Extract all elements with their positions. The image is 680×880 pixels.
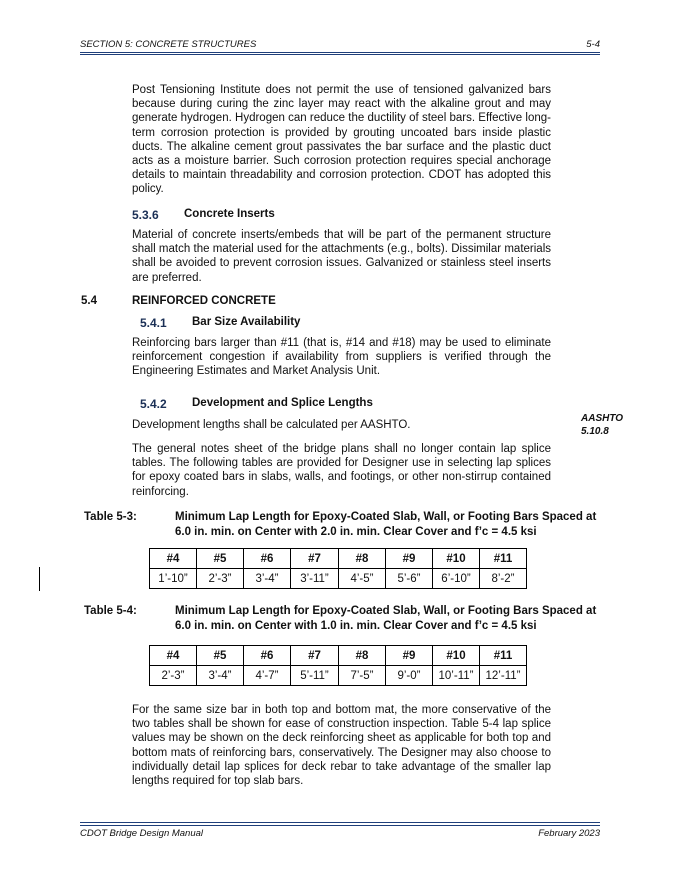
table-5-4-header-row — [150, 646, 527, 666]
table-cell: #10 — [433, 646, 480, 666]
table-5-4-caption-line1: Minimum Lap Length for Epoxy-Coated Slab, Wall, or Footing Bars Spaced at — [175, 605, 597, 617]
table-cell: 2’-3” — [150, 666, 197, 686]
table-cell: #11 — [480, 549, 527, 569]
table-cell: #6 — [244, 646, 291, 666]
section-5-4-1-number: 5.4.1 — [140, 316, 167, 330]
section-5-4-2-title: Development and Splice Lengths — [192, 397, 373, 409]
table-cell: #7 — [291, 549, 339, 569]
aashto-ref-line1: AASHTO — [581, 413, 624, 424]
table-cell: 5’-11” — [291, 666, 339, 686]
table-cell: 10’-11” — [433, 666, 480, 686]
table-cell: 3’-4” — [244, 569, 291, 589]
table-cell: #9 — [386, 646, 433, 666]
section-5-3-6-title: Concrete Inserts — [184, 208, 275, 220]
header-rule — [80, 52, 600, 55]
section-5-4-title: REINFORCED CONCRETE — [132, 295, 276, 307]
table-5-3-header-row — [150, 549, 527, 569]
change-bar — [39, 567, 40, 591]
table-cell: #5 — [197, 549, 244, 569]
table-5-3 — [149, 548, 527, 589]
page-header — [80, 39, 600, 53]
table-cell: #7 — [291, 646, 339, 666]
paragraph-general-notes: The general notes sheet of the bridge plans shall no longer contain lap splice tables. The following tables are provided for Designer use in selecting lap splices for epoxy coated bars in slabs, walls, and footings, or other non-stirrup contained reinforcing. — [132, 443, 551, 498]
table-5-3-value-row — [150, 569, 527, 589]
table-cell: 3’-11” — [291, 569, 339, 589]
section-5-4-number: 5.4 — [81, 295, 97, 307]
page-number: 5-4 — [586, 39, 600, 50]
table-5-4-caption-line2: 6.0 in. min. on Center with 1.0 in. min. Clear Cover and f’c = 4.5 ksi — [175, 619, 537, 632]
paragraph-development-lengths: Development lengths shall be calculated per AASHTO. — [132, 419, 411, 431]
paragraph-concrete-inserts: Material of concrete inserts/embeds that will be part of the permanent structure shall match the material used for the attachments (e.g., bolts). Dissimilar materials shall be avoided to prevent corrosion issues. Galvanized or stainless steel inserts are preferred. — [132, 229, 551, 284]
table-cell: #9 — [386, 549, 433, 569]
table-cell: #6 — [244, 549, 291, 569]
table-cell: 9’-0” — [386, 666, 433, 686]
section-5-4-2-number: 5.4.2 — [140, 397, 167, 411]
page-footer — [80, 828, 600, 842]
table-cell: #4 — [150, 549, 197, 569]
table-cell: #11 — [480, 646, 527, 666]
table-5-4-value-row — [150, 666, 527, 686]
table-cell: 8’-2” — [480, 569, 527, 589]
publication-date: February 2023 — [538, 828, 600, 839]
paragraph-bar-size: Reinforcing bars larger than #11 (that is, #14 and #18) may be used to eliminate reinforcement congestion if availability from suppliers is verified through the Engineering Estimates and Market Analysis Unit. — [132, 337, 551, 378]
paragraph-same-size-bar: For the same size bar in both top and bottom mat, the more conservative of the two tables shall be shown for ease of construction inspection. Table 5-4 lap splice values may be shown on the deck reinforcing sheet as applicable for both top and bottom mats of reinforcing bars, conservatively. The Designer may also choose to individually detail lap splices for deck rebar to take advantage of the smaller lap lengths required for top slab bars. — [132, 704, 551, 788]
section-5-3-6-number: 5.3.6 — [132, 208, 159, 222]
table-cell: #4 — [150, 646, 197, 666]
table-cell: 12’-11” — [480, 666, 527, 686]
table-cell: 7’-5” — [339, 666, 386, 686]
table-5-4-label: Table 5-4: — [84, 605, 137, 617]
table-cell: 1’-10” — [150, 569, 197, 589]
manual-title: CDOT Bridge Design Manual — [80, 828, 204, 839]
table-5-3-caption-line1: Minimum Lap Length for Epoxy-Coated Slab, Wall, or Footing Bars Spaced at — [175, 511, 597, 523]
table-cell: 2’-3” — [197, 569, 244, 589]
table-cell: #5 — [197, 646, 244, 666]
table-cell: 3’-4” — [197, 666, 244, 686]
aashto-ref-line2: 5.10.8 — [581, 426, 609, 437]
table-cell: 6’-10” — [433, 569, 480, 589]
table-cell: #10 — [433, 549, 480, 569]
paragraph-post-tensioning: Post Tensioning Institute does not permit the use of tensioned galvanized bars because during curing the zinc layer may react with the alkaline grout and may generate hydrogen. Hydrogen can reduce the ductility of steel bars. Effective long-term corrosion protection is provided by grouting uncoated bars inside plastic ducts. The alkaline cement grout passivates the bar surface and the plastic duct acts as a moisture barrier. Such corrosion protection requires special anchorage details to maintain threadability and corrosion protection. CDOT has adopted this policy. — [132, 84, 551, 196]
table-5-3-caption-line2: 6.0 in. min. on Center with 2.0 in. min. Clear Cover and f’c = 4.5 ksi — [175, 525, 537, 538]
table-cell: #8 — [339, 549, 386, 569]
table-cell: 4’-5” — [339, 569, 386, 589]
table-5-3-label: Table 5-3: — [84, 511, 137, 523]
section-title: SECTION 5: CONCRETE STRUCTURES — [80, 39, 257, 50]
table-5-4 — [149, 645, 527, 686]
aashto-margin-reference — [581, 412, 623, 438]
footer-rule — [80, 822, 600, 826]
section-5-4-1-title: Bar Size Availability — [192, 316, 301, 328]
table-cell: 4’-7” — [244, 666, 291, 686]
table-cell: 5’-6” — [386, 569, 433, 589]
table-cell: #8 — [339, 646, 386, 666]
